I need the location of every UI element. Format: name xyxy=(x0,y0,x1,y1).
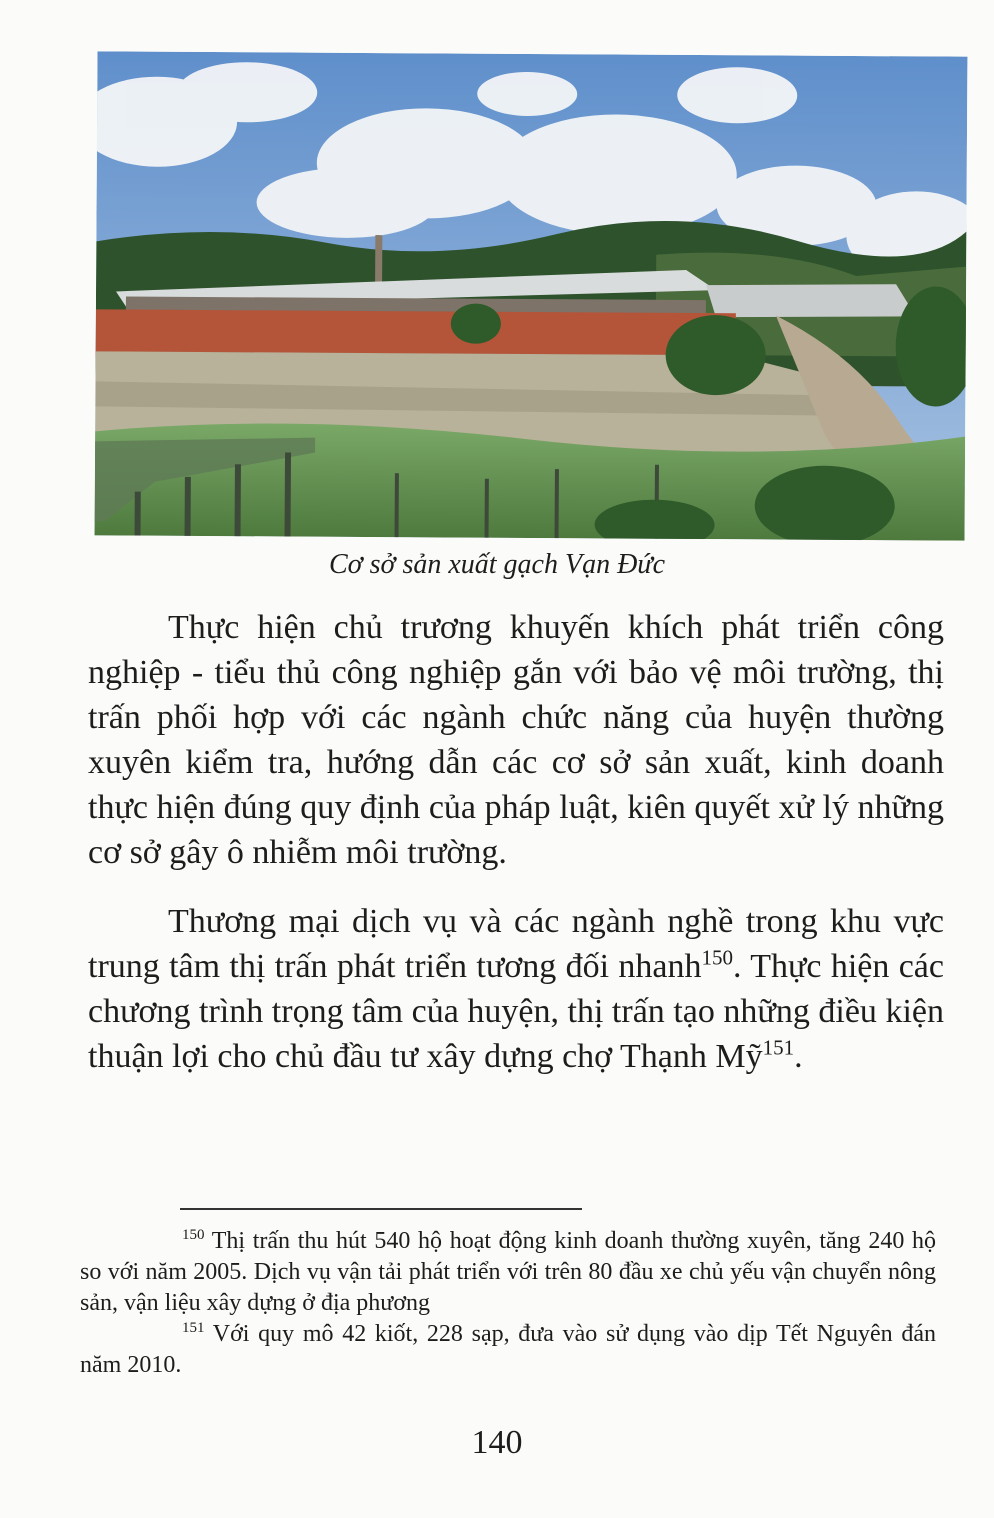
footnote-divider xyxy=(180,1208,582,1210)
body-text xyxy=(88,605,944,1079)
footnote-ref-151[interactable]: 151 xyxy=(762,1035,795,1060)
footnote-text: Với quy mô 42 kiốt, 228 sạp, đưa vào sử dụng vào dịp Tết Nguyên đán năm 2010. xyxy=(80,1321,936,1378)
footnote-151 xyxy=(80,1319,936,1381)
footnotes xyxy=(80,1226,936,1381)
footnote-ref-150[interactable]: 150 xyxy=(701,945,733,970)
footnote-150 xyxy=(80,1226,936,1319)
footnote-number: 150 xyxy=(182,1227,205,1243)
footnote-text: Thị trấn thu hút 540 hộ hoạt động kinh doanh thường xuyên, tăng 240 hộ so với năm 2005. Dịch vụ vận tải phát triển với trên 80 đầu xe chủ yếu vận chuyển nông sản, vận liệu xây dựng ở địa phương xyxy=(80,1228,936,1316)
footnote-number: 151 xyxy=(182,1320,205,1336)
paragraph-2-part-1: Thương mại dịch vụ và các ngành nghề trong khu vực trung tâm thị trấn phát triển tương đối nhanh xyxy=(88,903,944,985)
paragraph-2 xyxy=(88,899,944,1079)
brick-factory-landscape-icon xyxy=(95,51,968,540)
page-number: 140 xyxy=(471,1424,523,1461)
brick-factory-photo xyxy=(95,51,968,540)
paragraph-1: Thực hiện chủ trương khuyến khích phát triển công nghiệp - tiểu thủ công nghiệp gắn với bảo vệ môi trường, thị trấn phối hợp với các ngành chức năng của huyện thường xuyên kiểm tra, hướng dẫn các cơ sở sản xuất, kinh doanh thực hiện đúng quy định của pháp luật, kiên quyết xử lý những cơ sở gây ô nhiễm môi trường. xyxy=(88,609,944,871)
paragraph-2-part-2: . Thực hiện các chương trình trọng tâm của huyện, thị trấn tạo những điều kiện thuận lợi cho chủ đầu tư xây dựng chợ Thạnh Mỹ xyxy=(88,948,944,1075)
paragraph-2-part-3: . xyxy=(794,1038,803,1075)
photo-caption: Cơ sở sản xuất gạch Vạn Đức xyxy=(328,549,665,580)
